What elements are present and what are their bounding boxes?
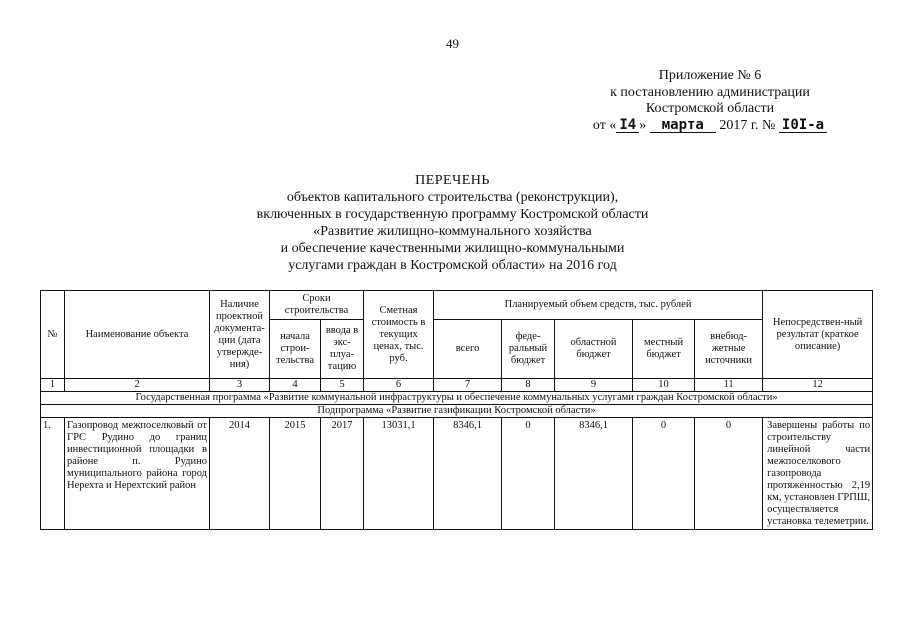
row-object-name: Газопровод межпоселковый от ГРС Рудино до границ инвестиционной площадки в районе п. Рудино муниципального района город Нерехта и Нерехтский район [65,418,210,530]
document-title [0,172,905,274]
header-result: Непосредствен-ный результат (краткое описание) [763,291,873,379]
table-row [41,418,873,530]
objects-table [40,290,873,530]
title-line: и обеспечение качественными жилищно-коммунальными [280,241,625,256]
column-number: 2 [65,379,210,392]
row-local: 0 [633,418,695,530]
column-number: 7 [434,379,502,392]
header-doc: Наличие проектной документа-ции (дата утвержде-ния) [210,291,270,379]
appendix-block [560,68,860,134]
appendix-date-line [560,118,860,135]
column-number: 5 [321,379,364,392]
row-doc-date: 2014 [210,418,270,530]
column-number: 8 [502,379,555,392]
appendix-line-2: к постановлению администрации [610,84,810,100]
header-total: всего [434,320,502,379]
header-commission: ввода в экс-плуа-тацию [321,320,364,379]
header-funds: Планируемый объем средств, тыс. рублей [434,291,763,320]
row-regional: 8346,1 [555,418,633,530]
title-line: «Развитие жилищно-коммунального хозяйства [313,224,592,239]
header-num: № [41,291,65,379]
program-row [41,392,873,405]
title-line: услугами граждан в Костромской области» на 2016 год [288,258,617,273]
subprogram-title: Подпрограмма «Развитие газификации Костромской области» [41,405,873,418]
resolution-number: I0I-а [779,118,827,133]
header-regional: областной бюджет [555,320,633,379]
program-title: Государственная программа «Развитие коммунальной инфраструктуры и обеспечение коммунальных услугами граждан Костромской области» [41,392,873,405]
header-cost: Сметная стоимость в текущих ценах, тыс. руб. [364,291,434,379]
appendix-line-1: Приложение № 6 [658,68,762,83]
row-commission-year: 2017 [321,418,364,530]
column-number: 10 [633,379,695,392]
date-year: 2017 г. № [719,117,776,133]
date-month: марта [650,118,716,133]
column-number: 11 [695,379,763,392]
date-day: I4 [616,118,639,133]
row-cost: 13031,1 [364,418,434,530]
header-name: Наименование объекта [65,291,210,379]
row-num: 1. [41,418,65,530]
column-number: 12 [763,379,873,392]
subprogram-row [41,405,873,418]
date-mid: » [639,117,647,133]
row-extra: 0 [695,418,763,530]
page-number: 49 [446,36,459,51]
header-extra: внебюд-жетные источники [695,320,763,379]
title-heading: ПЕРЕЧЕНЬ [415,173,490,188]
title-line: включенных в государственную программу Костромской области [256,207,649,222]
column-number-row [41,379,873,392]
header-federal: феде-ральный бюджет [502,320,555,379]
row-start-year: 2015 [270,418,321,530]
row-total: 8346,1 [434,418,502,530]
row-result: Завершены работы по строительству линейной части межпоселкового газопровода протяженностью 2,19 км, установлен ГРПШ, осуществляется установка телеметрии. [763,418,873,530]
header-row-1 [41,291,873,320]
title-line: объектов капитального строительства (реконструкции), [286,190,619,205]
column-number: 1 [41,379,65,392]
row-federal: 0 [502,418,555,530]
column-number: 6 [364,379,434,392]
column-number: 9 [555,379,633,392]
header-terms: Сроки строительства [270,291,364,320]
column-number: 3 [210,379,270,392]
column-number: 4 [270,379,321,392]
header-local: местный бюджет [633,320,695,379]
header-start: начала строи-тельства [270,320,321,379]
appendix-line-3: Костромской области [645,101,775,116]
date-prefix: от « [592,117,617,133]
